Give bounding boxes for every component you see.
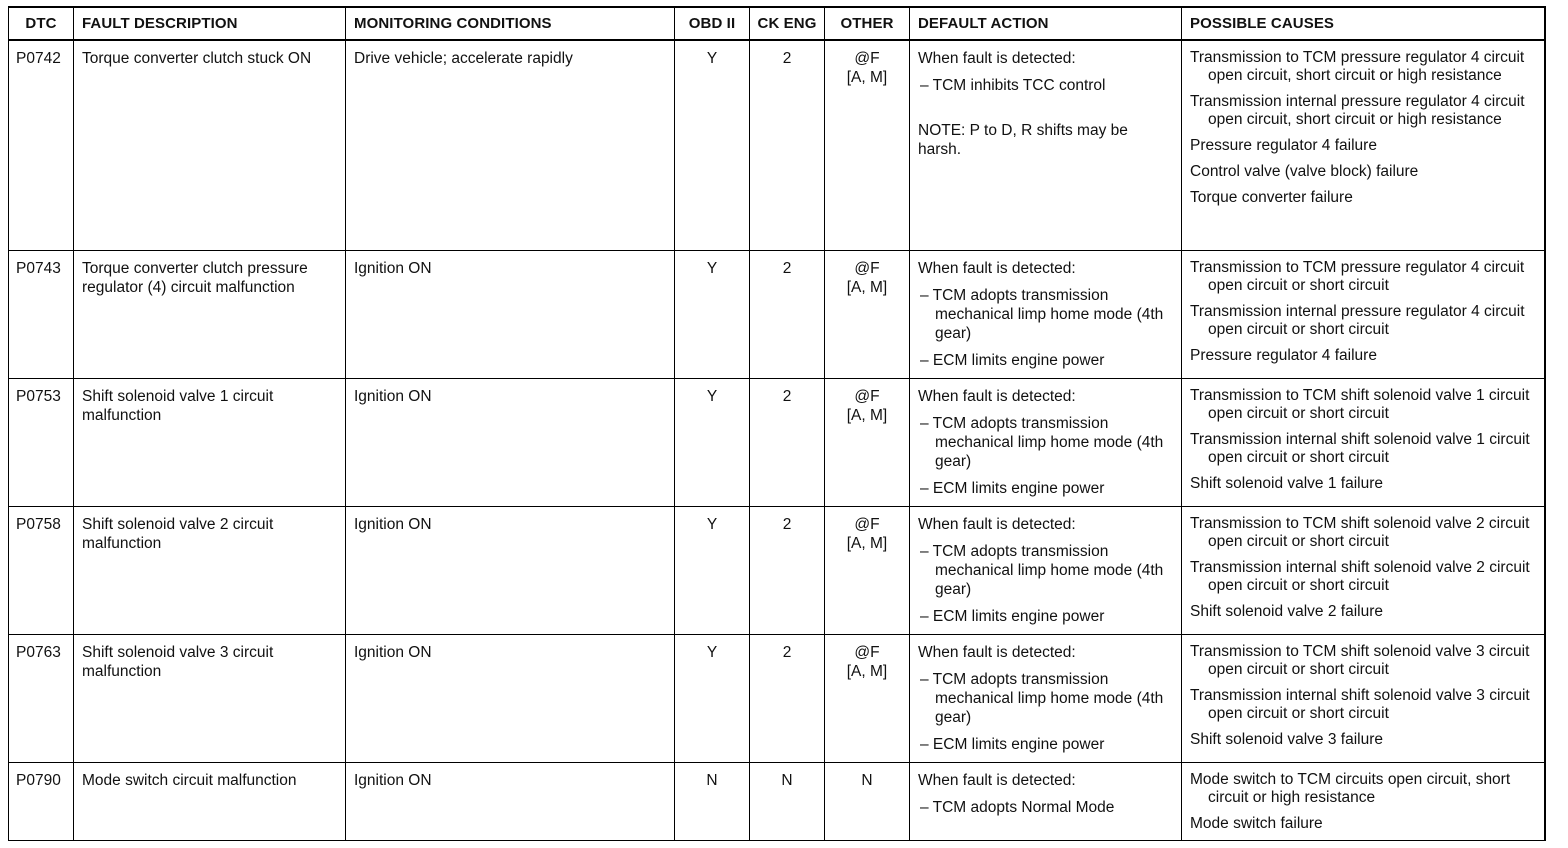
other-line-2: [A, M] [846,662,888,680]
monitoring-conditions: Ignition ON [346,378,675,506]
possible-causes [1182,634,1545,762]
dtc-code: P0758 [9,506,74,634]
ck-eng-value: 2 [750,40,825,250]
action-intro: When fault is detected: [918,387,1076,405]
fault-description: Shift solenoid valve 1 circuit malfunction [74,378,346,506]
action-intro: When fault is detected: [918,259,1076,277]
cause-item: Transmission internal pressure regulator 4 circuit open circuit or short circuit [1190,302,1525,338]
cause-item: Transmission internal shift solenoid valve 2 circuit open circuit or short circuit [1190,558,1530,594]
cause-item: Transmission internal shift solenoid valve 3 circuit open circuit or short circuit [1190,686,1530,722]
monitoring-conditions: Ignition ON [346,634,675,762]
possible-causes [1182,378,1545,506]
action-item: – ECM limits engine power [920,607,1105,625]
obd-ii-value: Y [675,40,750,250]
monitoring-conditions: Ignition ON [346,506,675,634]
cause-item: Mode switch to TCM circuits open circuit, short circuit or high resistance [1190,770,1511,806]
other-line-1: @F [854,387,880,405]
other-line-2: [A, M] [846,278,888,296]
other-line-1: @F [854,643,880,661]
obd-ii-value: Y [675,250,750,378]
action-item: – ECM limits engine power [920,735,1105,753]
default-action [910,506,1182,634]
header-obd-ii: OBD II [675,7,750,40]
default-action [910,634,1182,762]
other-value [825,378,910,506]
header-monitoring-conditions: MONITORING CONDITIONS [346,7,675,40]
default-action [910,40,1182,250]
other-value [825,634,910,762]
header-fault-description: FAULT DESCRIPTION [74,7,346,40]
cause-item: Transmission to TCM pressure regulator 4 circuit open circuit, short circuit or high resistance [1190,49,1525,84]
action-item: – ECM limits engine power [920,351,1105,369]
other-value [825,762,910,840]
other-value [825,40,910,250]
possible-causes [1182,506,1545,634]
fault-description: Mode switch circuit malfunction [74,762,346,840]
ck-eng-value: 2 [750,378,825,506]
ck-eng-value: N [750,762,825,840]
ck-eng-value: 2 [750,634,825,762]
other-line-2: [A, M] [846,69,888,86]
header-other: OTHER [825,7,910,40]
obd-ii-value: Y [675,506,750,634]
table-row [9,762,1545,840]
action-note: NOTE: P to D, R shifts may be harsh. [918,122,1128,158]
cause-item: Control valve (valve block) failure [1190,163,1419,180]
action-item: – TCM inhibits TCC control [920,77,1106,94]
cause-item: Torque converter failure [1190,189,1353,206]
cause-item: Mode switch failure [1190,814,1323,832]
dtc-table [8,6,1546,841]
action-item: – TCM adopts transmission mechanical limp home mode (4th gear) [920,414,1164,470]
cause-item: Pressure regulator 4 failure [1190,346,1377,364]
table-body [9,40,1545,840]
default-action [910,250,1182,378]
action-intro: When fault is detected: [918,771,1076,789]
cause-item: Transmission internal pressure regulator 4 circuit open circuit, short circuit or high resistance [1190,93,1525,128]
fault-description: Shift solenoid valve 2 circuit malfunction [74,506,346,634]
monitoring-conditions: Ignition ON [346,250,675,378]
cause-item: Shift solenoid valve 1 failure [1190,474,1384,492]
dtc-code: P0763 [9,634,74,762]
cause-item: Transmission to TCM shift solenoid valve 2 circuit open circuit or short circuit [1190,514,1530,550]
other-line-2: [A, M] [846,534,888,552]
other-value [825,506,910,634]
action-intro: When fault is detected: [918,515,1076,533]
header-dtc: DTC [9,7,74,40]
cause-item: Transmission to TCM shift solenoid valve 3 circuit open circuit or short circuit [1190,642,1530,678]
action-item: – TCM adopts Normal Mode [920,798,1115,816]
cause-item: Shift solenoid valve 2 failure [1190,602,1384,620]
fault-description: Torque converter clutch pressure regulator (4) circuit malfunction [74,250,346,378]
action-item: – TCM adopts transmission mechanical limp home mode (4th gear) [920,286,1164,342]
ck-eng-value: 2 [750,250,825,378]
action-intro: When fault is detected: [918,643,1076,661]
header-possible-causes: POSSIBLE CAUSES [1182,7,1545,40]
action-intro: When fault is detected: [918,50,1076,67]
dtc-code: P0753 [9,378,74,506]
table-row [9,634,1545,762]
obd-ii-value: Y [675,634,750,762]
cause-item: Transmission to TCM shift solenoid valve 1 circuit open circuit or short circuit [1190,386,1530,422]
possible-causes [1182,40,1545,250]
monitoring-conditions: Drive vehicle; accelerate rapidly [346,40,675,250]
other-line-2: [A, M] [846,406,888,424]
fault-description: Torque converter clutch stuck ON [74,40,346,250]
possible-causes [1182,250,1545,378]
other-value [825,250,910,378]
table-row [9,250,1545,378]
header-ck-eng: CK ENG [750,7,825,40]
other-line-1: @F [854,515,880,533]
header-default-action: DEFAULT ACTION [910,7,1182,40]
cause-item: Transmission internal shift solenoid valve 1 circuit open circuit or short circuit [1190,430,1530,466]
fault-description: Shift solenoid valve 3 circuit malfunction [74,634,346,762]
obd-ii-value: Y [675,378,750,506]
action-item: – TCM adopts transmission mechanical limp home mode (4th gear) [920,542,1164,598]
other-line-1: @F [854,259,880,277]
dtc-code: P0743 [9,250,74,378]
cause-item: Shift solenoid valve 3 failure [1190,730,1384,748]
obd-ii-value: N [675,762,750,840]
other-line-1: @F [854,50,880,67]
table-row [9,378,1545,506]
dtc-code: P0742 [9,40,74,250]
default-action [910,762,1182,840]
ck-eng-value: 2 [750,506,825,634]
table-row [9,506,1545,634]
other-line-1: N [861,771,873,789]
action-item: – TCM adopts transmission mechanical limp home mode (4th gear) [920,670,1164,726]
monitoring-conditions: Ignition ON [346,762,675,840]
table-row [9,40,1545,250]
possible-causes [1182,762,1545,840]
cause-item: Pressure regulator 4 failure [1190,137,1377,154]
default-action [910,378,1182,506]
action-item: – ECM limits engine power [920,479,1105,497]
cause-item: Transmission to TCM pressure regulator 4 circuit open circuit or short circuit [1190,258,1525,294]
table-header [9,7,1545,40]
dtc-code: P0790 [9,762,74,840]
